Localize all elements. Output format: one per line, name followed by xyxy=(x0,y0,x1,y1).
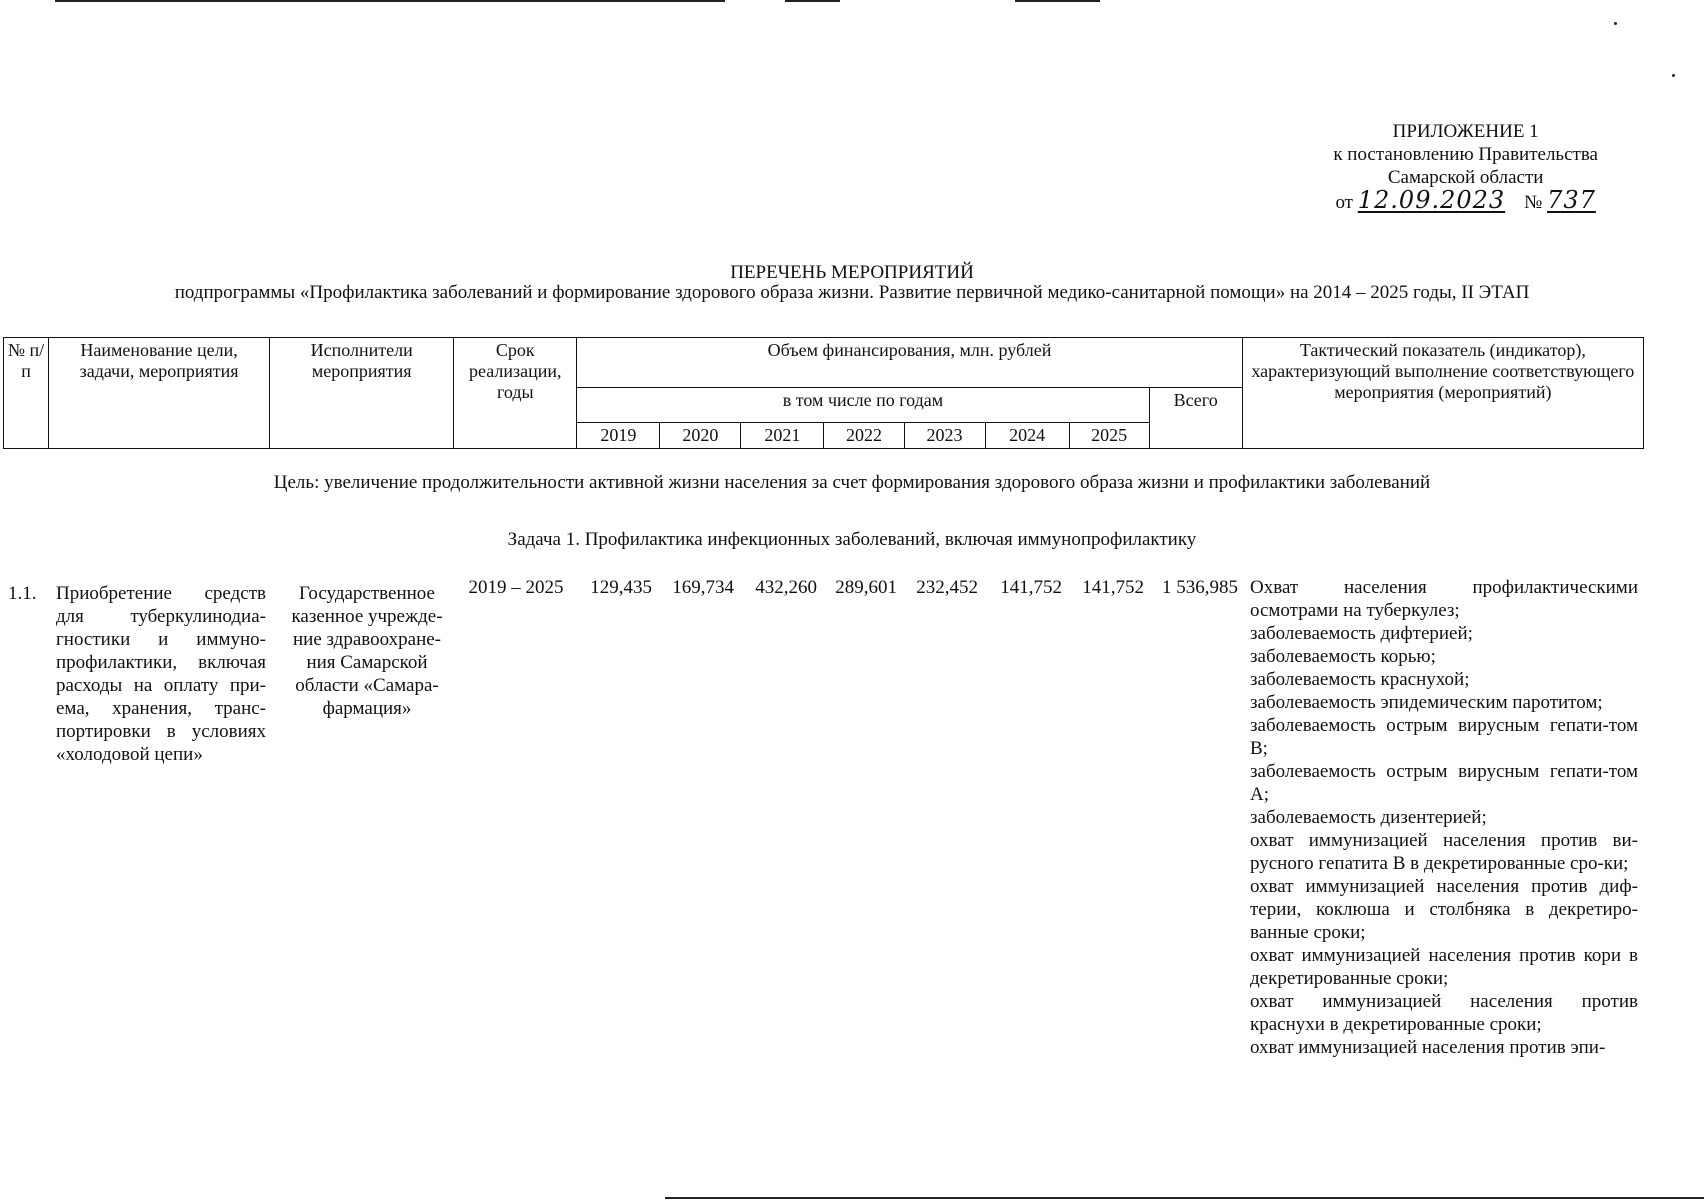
scan-edge-line xyxy=(1015,0,1100,2)
row-name: Приобретение средств для туберкулинодиа-гностики и иммуно-профилактики, включая расходы на оплату при-ема, хранения, транс-портировки в условиях «холодовой цепи» xyxy=(56,583,266,765)
indicator-item: охват иммунизацией населения против ви-русного гепатита В в декретированные сро-ки; xyxy=(1250,830,1638,874)
row-term: 2019 – 2025 xyxy=(468,577,564,598)
appendix-date-line xyxy=(1333,186,1598,214)
header-funding: Объем финансирования, млн. рублей xyxy=(577,338,1242,388)
indicator-item: охват иммунизацией населения против эпи- xyxy=(1250,1037,1606,1058)
header-year: 2024 xyxy=(985,423,1069,449)
header-name: Наименование цели, задачи, мероприятия xyxy=(49,338,270,449)
header-year: 2025 xyxy=(1069,423,1149,449)
row-value-2021: 432,260 xyxy=(755,577,817,598)
scan-speck xyxy=(1672,74,1675,77)
row-total: 1 536,985 xyxy=(1162,577,1238,598)
header-year: 2022 xyxy=(824,423,904,449)
indicator-item: заболеваемость дизентерией; xyxy=(1250,807,1487,828)
row-number: 1.1. xyxy=(8,583,37,604)
indicator-item: заболеваемость корью; xyxy=(1250,646,1436,667)
handwritten-number: 737 xyxy=(1547,186,1596,214)
indicator-item: заболеваемость эпидемическим паротитом; xyxy=(1250,692,1603,713)
row-value-2024: 141,752 xyxy=(1000,577,1062,598)
row-value-2023: 232,452 xyxy=(916,577,978,598)
header-term: Срок реализации, годы xyxy=(454,338,577,449)
indicator-item: охват иммунизацией населения против краснухи в декретированные сроки; xyxy=(1250,991,1638,1035)
row-value-2022: 289,601 xyxy=(835,577,897,598)
table-header xyxy=(3,337,1644,449)
header-indicator: Тактический показатель (индикатор), характеризующий выполнение соответствующего мероприятия (мероприятий) xyxy=(1242,338,1643,449)
task-heading: Задача 1. Профилактика инфекционных заболеваний, включая иммунопрофилактику xyxy=(507,529,1197,550)
indicator-list xyxy=(1250,576,1638,1059)
indicator-item: охват иммунизацией населения против кори в декретированные сроки; xyxy=(1250,945,1638,989)
header-year: 2019 xyxy=(577,423,660,449)
header-executors: Исполнители мероприятия xyxy=(270,338,454,449)
row-value-2019: 129,435 xyxy=(590,577,652,598)
indicator-item: заболеваемость дифтерией; xyxy=(1250,623,1473,644)
header-year: 2021 xyxy=(741,423,824,449)
header-year: 2020 xyxy=(660,423,741,449)
header-total: Всего xyxy=(1149,388,1242,449)
row-value-2025: 141,752 xyxy=(1082,577,1144,598)
appendix-title: ПРИЛОЖЕНИЕ 1 xyxy=(1392,121,1539,142)
date-prefix: от xyxy=(1335,192,1353,213)
scan-edge-line xyxy=(665,1197,1704,1199)
header-num: № п/п xyxy=(4,338,49,449)
appendix-line: к постановлению Правительства xyxy=(1333,144,1598,165)
indicator-item: охват иммунизацией населения против диф-терии, коклюша и столбняка в декретиро-ванные сроки; xyxy=(1250,876,1638,943)
indicator-item: Охват населения профилактическими осмотрами на туберкулез; xyxy=(1250,577,1638,621)
document-title: ПЕРЕЧЕНЬ МЕРОПРИЯТИЙ xyxy=(730,262,974,283)
goal-heading: Цель: увеличение продолжительности активной жизни населения за счет формирования здорового образа жизни и профилактики заболеваний xyxy=(273,472,1431,493)
indicator-item: заболеваемость краснухой; xyxy=(1250,669,1470,690)
row-value-2020: 169,734 xyxy=(672,577,734,598)
number-prefix: № xyxy=(1524,192,1543,213)
document-subtitle: подпрограммы «Профилактика заболеваний и формирование здорового образа жизни. Развитие первичной медико-санитарной помощи» на 2014 – 2025 годы, II ЭТАП xyxy=(174,282,1530,303)
header-year: 2023 xyxy=(904,423,985,449)
handwritten-date: 12.09.2023 xyxy=(1357,186,1506,214)
appendix-block xyxy=(1333,120,1598,214)
row-executor: Государственное казенное учрежде-ние здравоохране-ния Самарской области «Самара-фармация» xyxy=(291,583,443,719)
scan-speck xyxy=(1614,22,1617,25)
scan-edge-line xyxy=(55,0,725,2)
appendix-line: Самарской области xyxy=(1387,167,1544,188)
indicator-item: заболеваемость острым вирусным гепати-том А; xyxy=(1250,761,1638,805)
header-by-years: в том числе по годам xyxy=(577,388,1149,423)
indicator-item: заболеваемость острым вирусным гепати-том В; xyxy=(1250,715,1638,759)
scan-edge-line xyxy=(785,0,840,2)
